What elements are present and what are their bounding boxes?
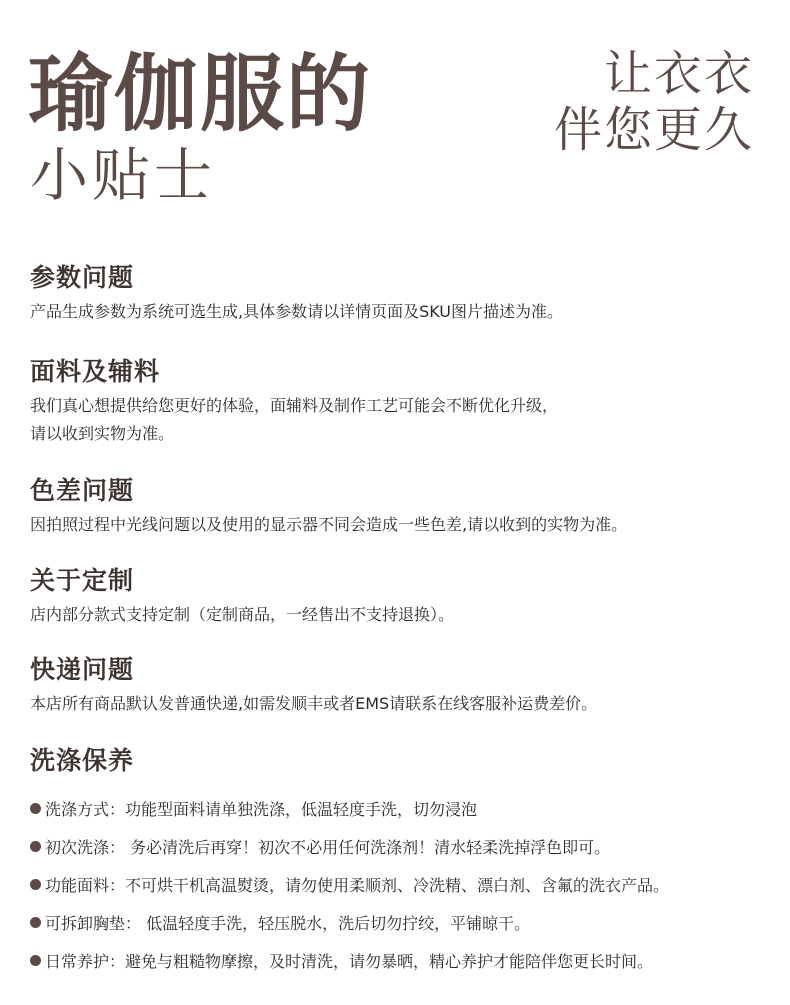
- care-item: [30, 903, 770, 941]
- section-text: [30, 392, 770, 448]
- slogan-line-2: 伴您更久: [553, 102, 754, 158]
- care-item-text: 日常养护：避免与粗糙物摩擦，及时清洗，请勿暴晒，精心养护才能陪伴您更长时间。: [45, 951, 654, 971]
- care-item: [30, 789, 770, 827]
- section-text: 店内部分款式支持定制（定制商品，一经售出不支持退换）。: [30, 605, 455, 624]
- care-item-text: 可拆卸胸垫： 低温轻度手洗，轻压脱水，洗后切勿拧绞，平铺晾干。: [45, 913, 531, 933]
- slogan: [554, 46, 754, 158]
- section-heading: 洗涤保养: [30, 746, 135, 775]
- section-parameters: [30, 262, 770, 326]
- section-heading: 面料及辅料: [30, 357, 161, 386]
- section-text: 本店所有商品默认发普通快递,如需发顺丰或者EMS请联系在线客服补运费差价。: [30, 694, 598, 713]
- care-item-text: 初次洗涤： 务必清洗后再穿！初次不必用任何洗涤剂！清水轻柔洗掉浮色即可。: [45, 837, 611, 857]
- care-item-text: 洗涤方式：功能型面料请单独洗涤，低温轻度手洗，切勿浸泡: [45, 799, 478, 819]
- section-text: 产品生成参数为系统可选生成,具体参数请以详情页面及SKU图片描述为准。: [30, 302, 564, 321]
- section-customization: [30, 565, 770, 629]
- slogan-line-1: 让衣衣: [603, 46, 754, 102]
- section-fabric: [30, 356, 770, 448]
- bullet-icon: [30, 879, 41, 890]
- section-text-line: 请以收到实物为准。: [30, 424, 175, 443]
- section-shipping: [30, 654, 770, 718]
- page-subtitle: 小贴士: [30, 141, 217, 209]
- section-heading: 参数问题: [30, 263, 135, 292]
- section-heading: 快递问题: [30, 655, 135, 684]
- care-item-text: 功能面料：不可烘干机高温熨烫，请勿使用柔顺剂、冷洗精、漂白剂、含氟的洗衣产品。: [45, 875, 670, 895]
- bullet-icon: [30, 841, 41, 852]
- bullet-icon: [30, 803, 41, 814]
- care-item: [30, 941, 770, 979]
- section-heading: 关于定制: [30, 566, 135, 595]
- bullet-icon: [30, 955, 41, 966]
- care-item: [30, 865, 770, 903]
- bullet-icon: [30, 917, 41, 928]
- care-item: [30, 827, 770, 865]
- section-text-line: 我们真心想提供给您更好的体验，面辅料及制作工艺可能会不断优化升级，: [30, 396, 559, 415]
- section-heading: 色差问题: [30, 476, 135, 505]
- care-list: [30, 789, 770, 979]
- page-title: 瑜伽服的: [28, 45, 373, 143]
- section-color-difference: [30, 475, 770, 539]
- section-care: [30, 745, 770, 979]
- section-text: 因拍照过程中光线问题以及使用的显示器不同会造成一些色差,请以收到的实物为准。: [30, 515, 628, 534]
